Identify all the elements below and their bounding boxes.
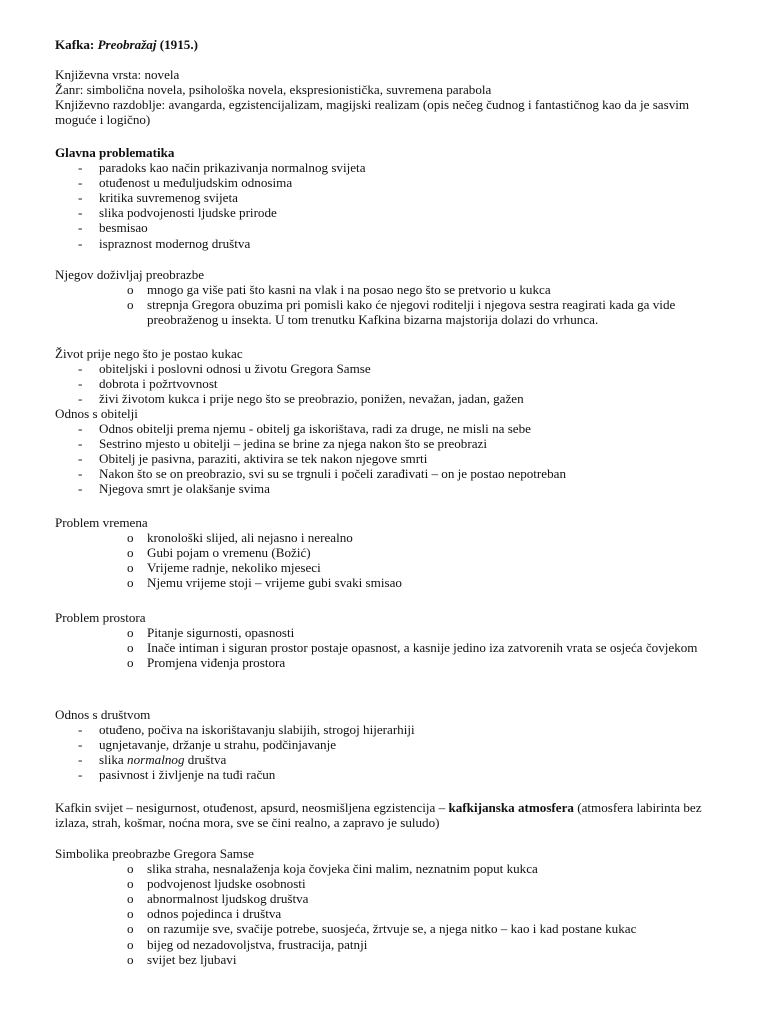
dash-list (55, 361, 718, 406)
section-space (55, 610, 718, 670)
section-kafka-world (55, 800, 718, 830)
list-item: - slika normalnog društva (55, 752, 718, 767)
circle-list (55, 282, 718, 327)
list-item: o abnormalnost ljudskog društva (127, 891, 309, 907)
kafka-world-paragraph: Kafkin svijet – nesigurnost, otuđenost, apsurd, neosmišljena egzistencija – kafkijanska atmosfera (atmosfera labirinta bez izlaza, strah, košmar, noćna mora, sve se čini realno, a zapravo je suludo) (55, 800, 702, 831)
list-item: - kritika suvremenog svijeta (55, 190, 718, 205)
list-item: - otuđeno, počiva na iskorištavanju slabijih, strogoj hijerarhiji (55, 722, 718, 737)
circle-bullet-icon: o (127, 545, 134, 561)
list-item: o kronološki slijed, ali nejasno i nerealno (127, 530, 353, 546)
circle-list (55, 530, 718, 590)
circle-bullet-icon: o (127, 282, 134, 298)
section-symbolism (55, 846, 718, 967)
circle-bullet-icon: o (127, 560, 134, 576)
section-heading: Odnos s obitelji (55, 406, 138, 421)
dash-list (55, 421, 718, 496)
list-item: - besmisao (55, 220, 718, 235)
section-main-issues (55, 145, 718, 251)
circle-bullet-icon: o (127, 906, 134, 922)
list-item: - obiteljski i poslovni odnosi u životu Gregora Samse (55, 361, 718, 376)
list-item: - paradoks kao način prikazivanja normalnog svijeta (55, 160, 718, 175)
info-genre: Žanr: simbolična novela, psihološka novela, ekspresionistička, suvremena parabola (55, 82, 492, 98)
list-item: - otuđenost u međuljudskim odnosima (55, 175, 718, 190)
list-item: o mnogo ga više pati što kasni na vlak i na posao nego što se pretvorio u kukca (127, 282, 551, 298)
list-item: o on razumije sve, svačije potrebe, suosjeća, žrtvuje se, a njega nitko – kao i kad postane kukac (127, 921, 637, 937)
list-item: - pasivnost i življenje na tuđi račun (55, 767, 718, 782)
info-block (55, 67, 718, 127)
list-item: o strepnja Gregora obuzima pri pomisli kako će njegovi roditelji i njegova sestra reagirati kada ga vide preobraženog u insekta. U tom trenutku Kafkina bizarna majstorija dolazi do vrhunca. (127, 297, 676, 328)
list-item: o Promjena viđenja prostora (127, 655, 286, 671)
list-item: o svijet bez ljubavi (127, 951, 237, 967)
circle-bullet-icon: o (127, 921, 134, 937)
section-heading: Problem prostora (55, 610, 146, 625)
section-heading: Simbolika preobrazbe Gregora Samse (55, 846, 254, 861)
title-year: (1915.) (159, 37, 198, 52)
list-item: o bijeg od nezadovoljstva, frustracija, patnji (127, 936, 368, 952)
list-item: o Inače intiman i siguran prostor postaje opasnost, a kasnije jedino iza zatvorenih vrata se osjeća čovjekom (127, 640, 698, 656)
circle-bullet-icon: o (127, 530, 134, 546)
section-time (55, 515, 718, 590)
circle-bullet-icon: o (127, 625, 134, 641)
section-experience (55, 267, 718, 327)
list-item: o Gubi pojam o vremenu (Božić) (127, 545, 311, 561)
section-heading: Njegov doživljaj preobrazbe (55, 267, 205, 282)
circle-list (55, 861, 718, 967)
section-heading: Problem vremena (55, 515, 148, 530)
list-item: - Njegova smrt je olakšanje svima (55, 481, 718, 496)
title-work: Preobražaj (97, 37, 157, 52)
title-author: Kafka: (55, 37, 95, 52)
circle-bullet-icon: o (127, 640, 134, 656)
info-genre-type: Književna vrsta: novela (55, 67, 180, 82)
section-family (55, 406, 718, 497)
section-heading: Život prije nego što je postao kukac (55, 346, 243, 361)
list-item: - ugnjetavanje, držanje u strahu, podčinjavanje (55, 737, 718, 752)
list-item: - slika podvojenosti ljudske prirode (55, 205, 718, 220)
document-title (55, 37, 718, 52)
list-item: - Sestrino mjesto u obitelji – jedina se brine za njega nakon što se preobrazi (55, 436, 718, 451)
list-item: o podvojenost ljudske osobnosti (127, 876, 306, 892)
circle-bullet-icon: o (127, 936, 134, 952)
section-before (55, 346, 718, 406)
info-period: Književno razdoblje: avangarda, egzistencijalizam, magijski realizam (opis nečeg čudnog i fantastičnog kao da je sasvim moguće i logično) (55, 97, 690, 128)
list-item: o Njemu vrijeme stoji – vrijeme gubi svaki smisao (127, 575, 402, 591)
section-society (55, 707, 718, 782)
circle-bullet-icon: o (127, 297, 134, 313)
dash-list (55, 160, 718, 251)
section-heading: Glavna problematika (55, 145, 175, 160)
circle-bullet-icon: o (127, 951, 134, 967)
circle-bullet-icon: o (127, 575, 134, 591)
circle-bullet-icon: o (127, 876, 134, 892)
list-item: - ispraznost modernog društva (55, 236, 718, 251)
section-heading: Odnos s društvom (55, 707, 151, 722)
list-item: o slika straha, nesnalaženja koja čovjeka čini malim, neznatnim poput kukca (127, 861, 538, 877)
list-item: - Odnos obitelji prema njemu - obitelj ga iskorištava, radi za druge, ne misli na sebe (55, 421, 718, 436)
list-item: - živi životom kukca i prije nego što se preobrazio, ponižen, nevažan, jadan, gažen (55, 391, 718, 406)
list-item: - Nakon što se on preobrazio, svi su se trgnuli i počeli zarađivati – on je postao nepotreban (55, 466, 718, 481)
list-item: o Pitanje sigurnosti, opasnosti (127, 625, 295, 641)
list-item: - dobrota i požrtvovnost (55, 376, 718, 391)
dash-list (55, 722, 718, 782)
circle-list (55, 625, 718, 670)
list-item: - Obitelj je pasivna, paraziti, aktivira se tek nakon njegove smrti (55, 451, 718, 466)
list-item: o Vrijeme radnje, nekoliko mjeseci (127, 560, 321, 576)
circle-bullet-icon: o (127, 655, 134, 671)
list-item: o odnos pojedinca i društva (127, 906, 282, 922)
circle-bullet-icon: o (127, 861, 134, 877)
circle-bullet-icon: o (127, 891, 134, 907)
